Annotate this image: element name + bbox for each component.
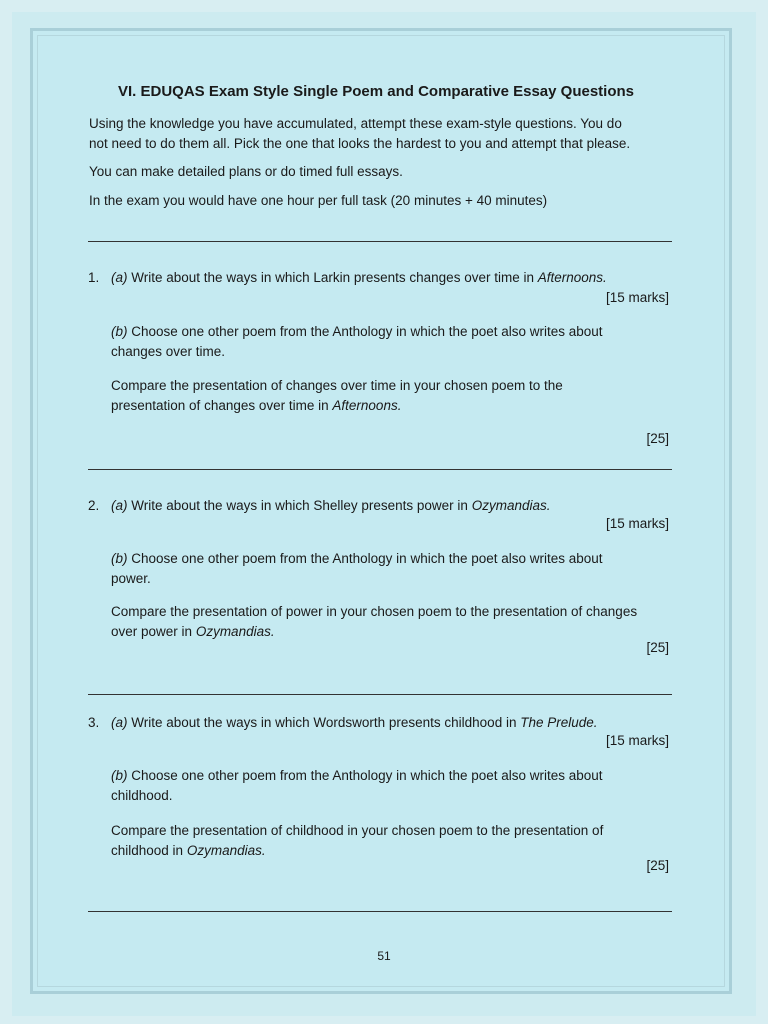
divider: [88, 694, 672, 695]
part-text: Write about the ways in which Shelley presents power in: [131, 498, 468, 513]
part-a: [111, 268, 607, 288]
compare-text: Compare the presentation of changes over time in your chosen poem to the: [111, 378, 563, 393]
part-label: (a): [111, 498, 128, 513]
intro-line: not need to do them all. Pick the one that looks the hardest to you and attempt that please.: [89, 136, 631, 151]
intro-line: Using the knowledge you have accumulated, attempt these exam-style questions. You do: [89, 116, 622, 131]
part-label: (b): [111, 324, 128, 339]
poem-title: Afternoons.: [537, 270, 607, 285]
part-label: (a): [111, 270, 128, 285]
compare-prompt: [111, 376, 651, 416]
compare-text: Compare the presentation of power in your chosen poem to the presentation of changes: [111, 604, 638, 619]
part-a: [111, 496, 550, 516]
question-1: [88, 268, 672, 448]
intro-timing: In the exam you would have one hour per full task (20 minutes + 40 minutes): [89, 193, 548, 208]
part-label: (b): [111, 551, 128, 566]
marks-label: [15 marks]: [605, 290, 669, 305]
part-text: childhood.: [111, 788, 173, 803]
marks-label: [25]: [646, 858, 669, 873]
question-number: 1.: [88, 270, 100, 285]
compare-prompt: [111, 821, 676, 861]
marks-label: [15 marks]: [605, 733, 669, 748]
divider: [88, 241, 672, 242]
question-number: 3.: [88, 715, 100, 730]
part-text: power.: [111, 571, 151, 586]
part-label: (a): [111, 715, 128, 730]
part-b: [111, 322, 651, 362]
page-number: 51: [377, 949, 391, 963]
part-text: Write about the ways in which Larkin presents changes over time in: [131, 270, 534, 285]
part-label: (b): [111, 768, 128, 783]
divider: [88, 469, 672, 470]
part-text: Choose one other poem from the Anthology in which the poet also writes about: [131, 324, 603, 339]
question-2: [88, 496, 672, 676]
marks-label: [25]: [646, 640, 669, 655]
poem-title: Ozymandias.: [471, 498, 551, 513]
part-text: Choose one other poem from the Anthology in which the poet also writes about: [131, 551, 603, 566]
compare-text: Compare the presentation of childhood in your chosen poem to the presentation of: [111, 823, 604, 838]
part-text: Write about the ways in which Wordsworth presents childhood in: [131, 715, 517, 730]
page-title: VI. EDUQAS Exam Style Single Poem and Comparative Essay Questions: [118, 83, 635, 100]
compare-text: over power in: [111, 624, 193, 639]
part-b: [111, 549, 651, 589]
intro-paragraph: [89, 114, 679, 154]
poem-title: Ozymandias.: [186, 843, 266, 858]
part-a: [111, 713, 598, 733]
question-number: 2.: [88, 498, 100, 513]
intro-plans: You can make detailed plans or do timed full essays.: [89, 164, 403, 179]
poem-title: Ozymandias.: [195, 624, 275, 639]
question-3: [88, 713, 672, 893]
marks-label: [15 marks]: [605, 516, 669, 531]
compare-text: childhood in: [111, 843, 184, 858]
divider: [88, 911, 672, 912]
poem-title: The Prelude.: [520, 715, 598, 730]
marks-label: [25]: [646, 431, 669, 446]
compare-prompt: [111, 602, 676, 642]
part-text: changes over time.: [111, 344, 226, 359]
part-b: [111, 766, 651, 806]
compare-text: presentation of changes over time in: [111, 398, 329, 413]
part-text: Choose one other poem from the Anthology in which the poet also writes about: [131, 768, 603, 783]
poem-title: Afternoons.: [332, 398, 402, 413]
